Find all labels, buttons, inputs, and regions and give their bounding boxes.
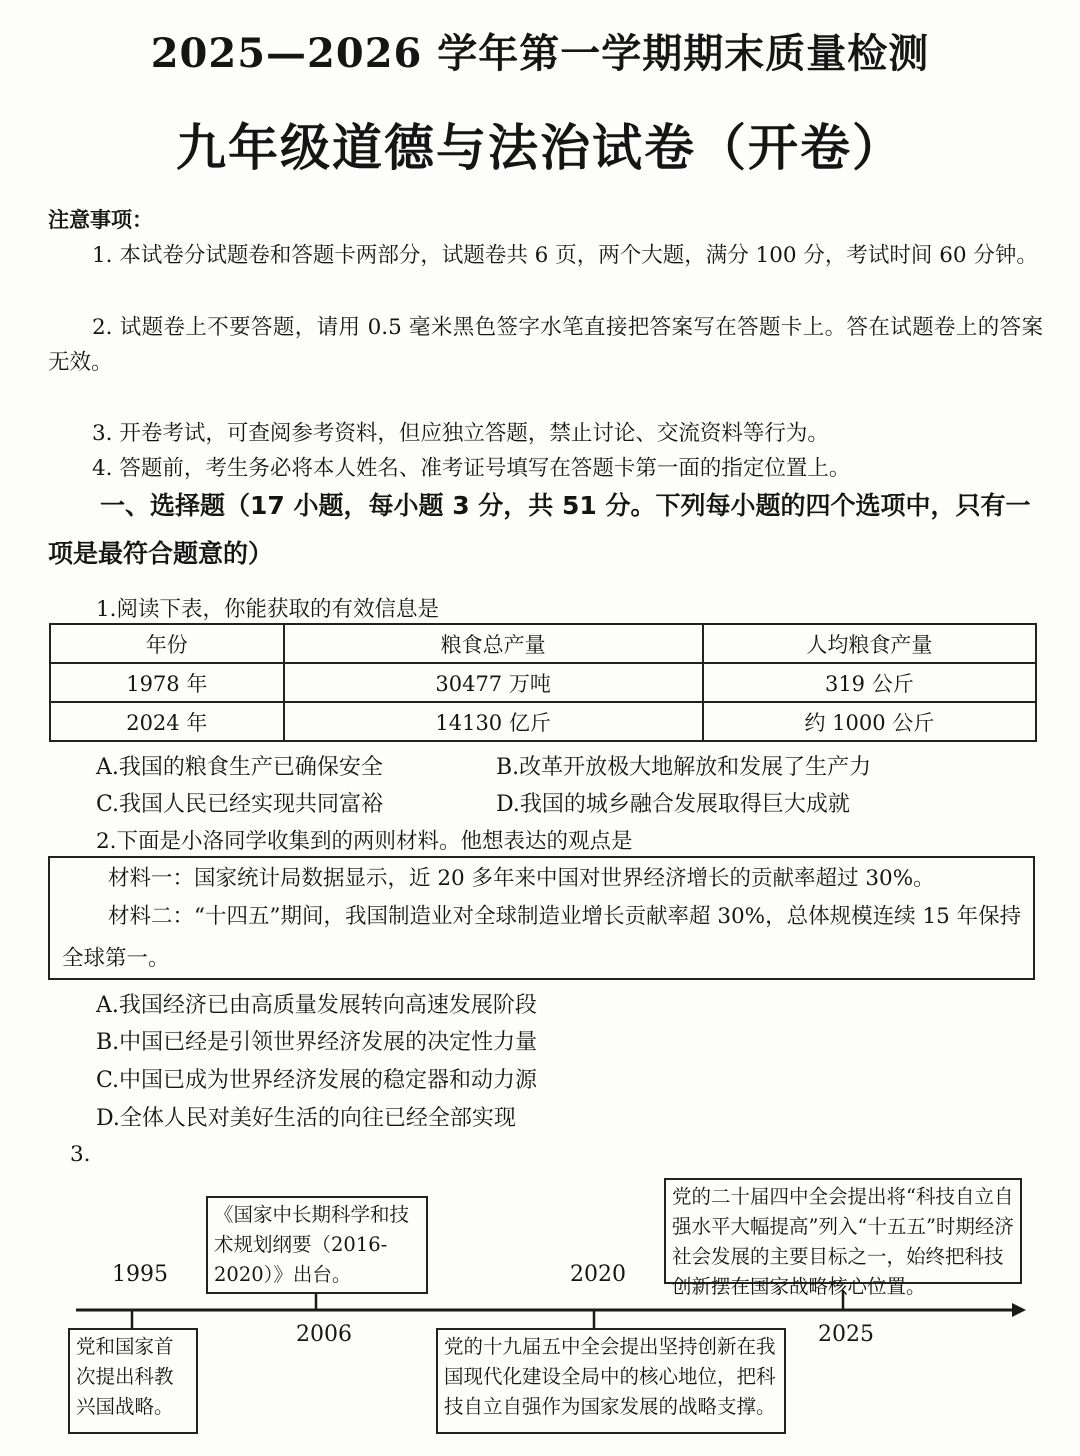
q2-option-b[interactable]: B.中国已经是引领世界经济发展的决定性力量 [96,1030,538,1055]
table-header-cell: 粮食总产量 [284,624,703,663]
table-row [50,702,1036,741]
q2-option-d[interactable]: D.全体人民对美好生活的向往已经全部实现 [96,1106,516,1131]
table-cell: 30477 万吨 [284,663,703,702]
year-2025: 2025 [818,1322,874,1347]
q1-option-a[interactable]: A.我国的粮食生产已确保安全 [96,755,383,780]
table-row [50,663,1036,702]
section-heading: 一、选择题（17 小题，每小题 3 分，共 51 分。下列每小题的四个选项中，只有一项是最符合题意的） [48,491,1031,568]
table-header-cell: 年份 [50,624,284,663]
q2-material-box [48,856,1035,980]
grain-table [49,623,1037,742]
q2-option-c[interactable]: C.中国已成为世界经济发展的稳定器和动力源 [96,1068,538,1093]
event-2025-box: 党的二十届四中全会提出将“科技自立自强水平大幅提高”列入“十五五”时期经济社会发展的主要目标之一，始终把科技创新摆在国家战略核心位置。 [664,1178,1022,1284]
table-header-cell: 人均粮食产量 [703,624,1036,663]
q2-stem: 2.下面是小洛同学收集到的两则材料。他想表达的观点是 [96,829,633,854]
q1-option-c[interactable]: C.我国人民已经实现共同富裕 [96,792,384,817]
q2-option-a[interactable]: A.我国经济已由高质量发展转向高速发展阶段 [96,993,537,1018]
event-2006-box: 《国家中长期科学和技术规划纲要（2016-2020）》出台。 [206,1196,428,1294]
note-item-4: 4. 答题前，考生务必将本人姓名、准考证号填写在答题卡第一面的指定位置上。 [92,456,851,481]
q2-material-2: 材料二：“十四五”期间，我国制造业对全球制造业增长贡献率超 30%，总体规模连续 15 年保持全球第一。 [62,904,1022,971]
q2-material-1: 材料一：国家统计局数据显示，近 20 多年来中国对世界经济增长的贡献率超过 30%。 [108,866,935,891]
table-cell: 319 公斤 [703,663,1036,702]
q1-stem: 1.阅读下表，你能获取的有效信息是 [96,597,440,622]
note-item-1: 1. 本试卷分试题卷和答题卡两部分，试题卷共 6 页，两个大题，满分 100 分，考试时间 60 分钟。 [92,243,1038,268]
exam-title-line1: 2025—2026 学年第一学期期末质量检测 [150,30,930,77]
table-cell: 2024 年 [50,702,284,741]
table-header-row [50,624,1036,663]
q3-number: 3. [70,1142,91,1167]
year-2006: 2006 [296,1322,352,1347]
q1-option-d[interactable]: D.我国的城乡融合发展取得巨大成就 [496,792,850,817]
event-1995-box: 党和国家首次提出科教兴国战略。 [68,1328,198,1434]
exam-title-line2: 九年级道德与法治试卷（开卷） [176,119,904,177]
note-item-3: 3. 开卷考试，可查阅参考资料，但应独立答题，禁止讨论、交流资料等行为。 [92,421,829,446]
notes-heading: 注意事项： [48,207,153,232]
timeline-arrow [1012,1303,1026,1317]
table-cell: 1978 年 [50,663,284,702]
year-2020: 2020 [570,1262,626,1287]
note-item-2: 2. 试题卷上不要答题，请用 0.5 毫米黑色签字水笔直接把答案写在答题卡上。答在试题卷上的答案无效。 [48,315,1043,375]
event-2020-box: 党的十九届五中全会提出坚持创新在我国现代化建设全局中的核心地位，把科技自立自强作为国家发展的战略支撑。 [436,1328,786,1434]
table-cell: 14130 亿斤 [284,702,703,741]
year-1995: 1995 [112,1262,168,1287]
table-cell: 约 1000 公斤 [703,702,1036,741]
q1-option-b[interactable]: B.改革开放极大地解放和发展了生产力 [496,755,872,780]
